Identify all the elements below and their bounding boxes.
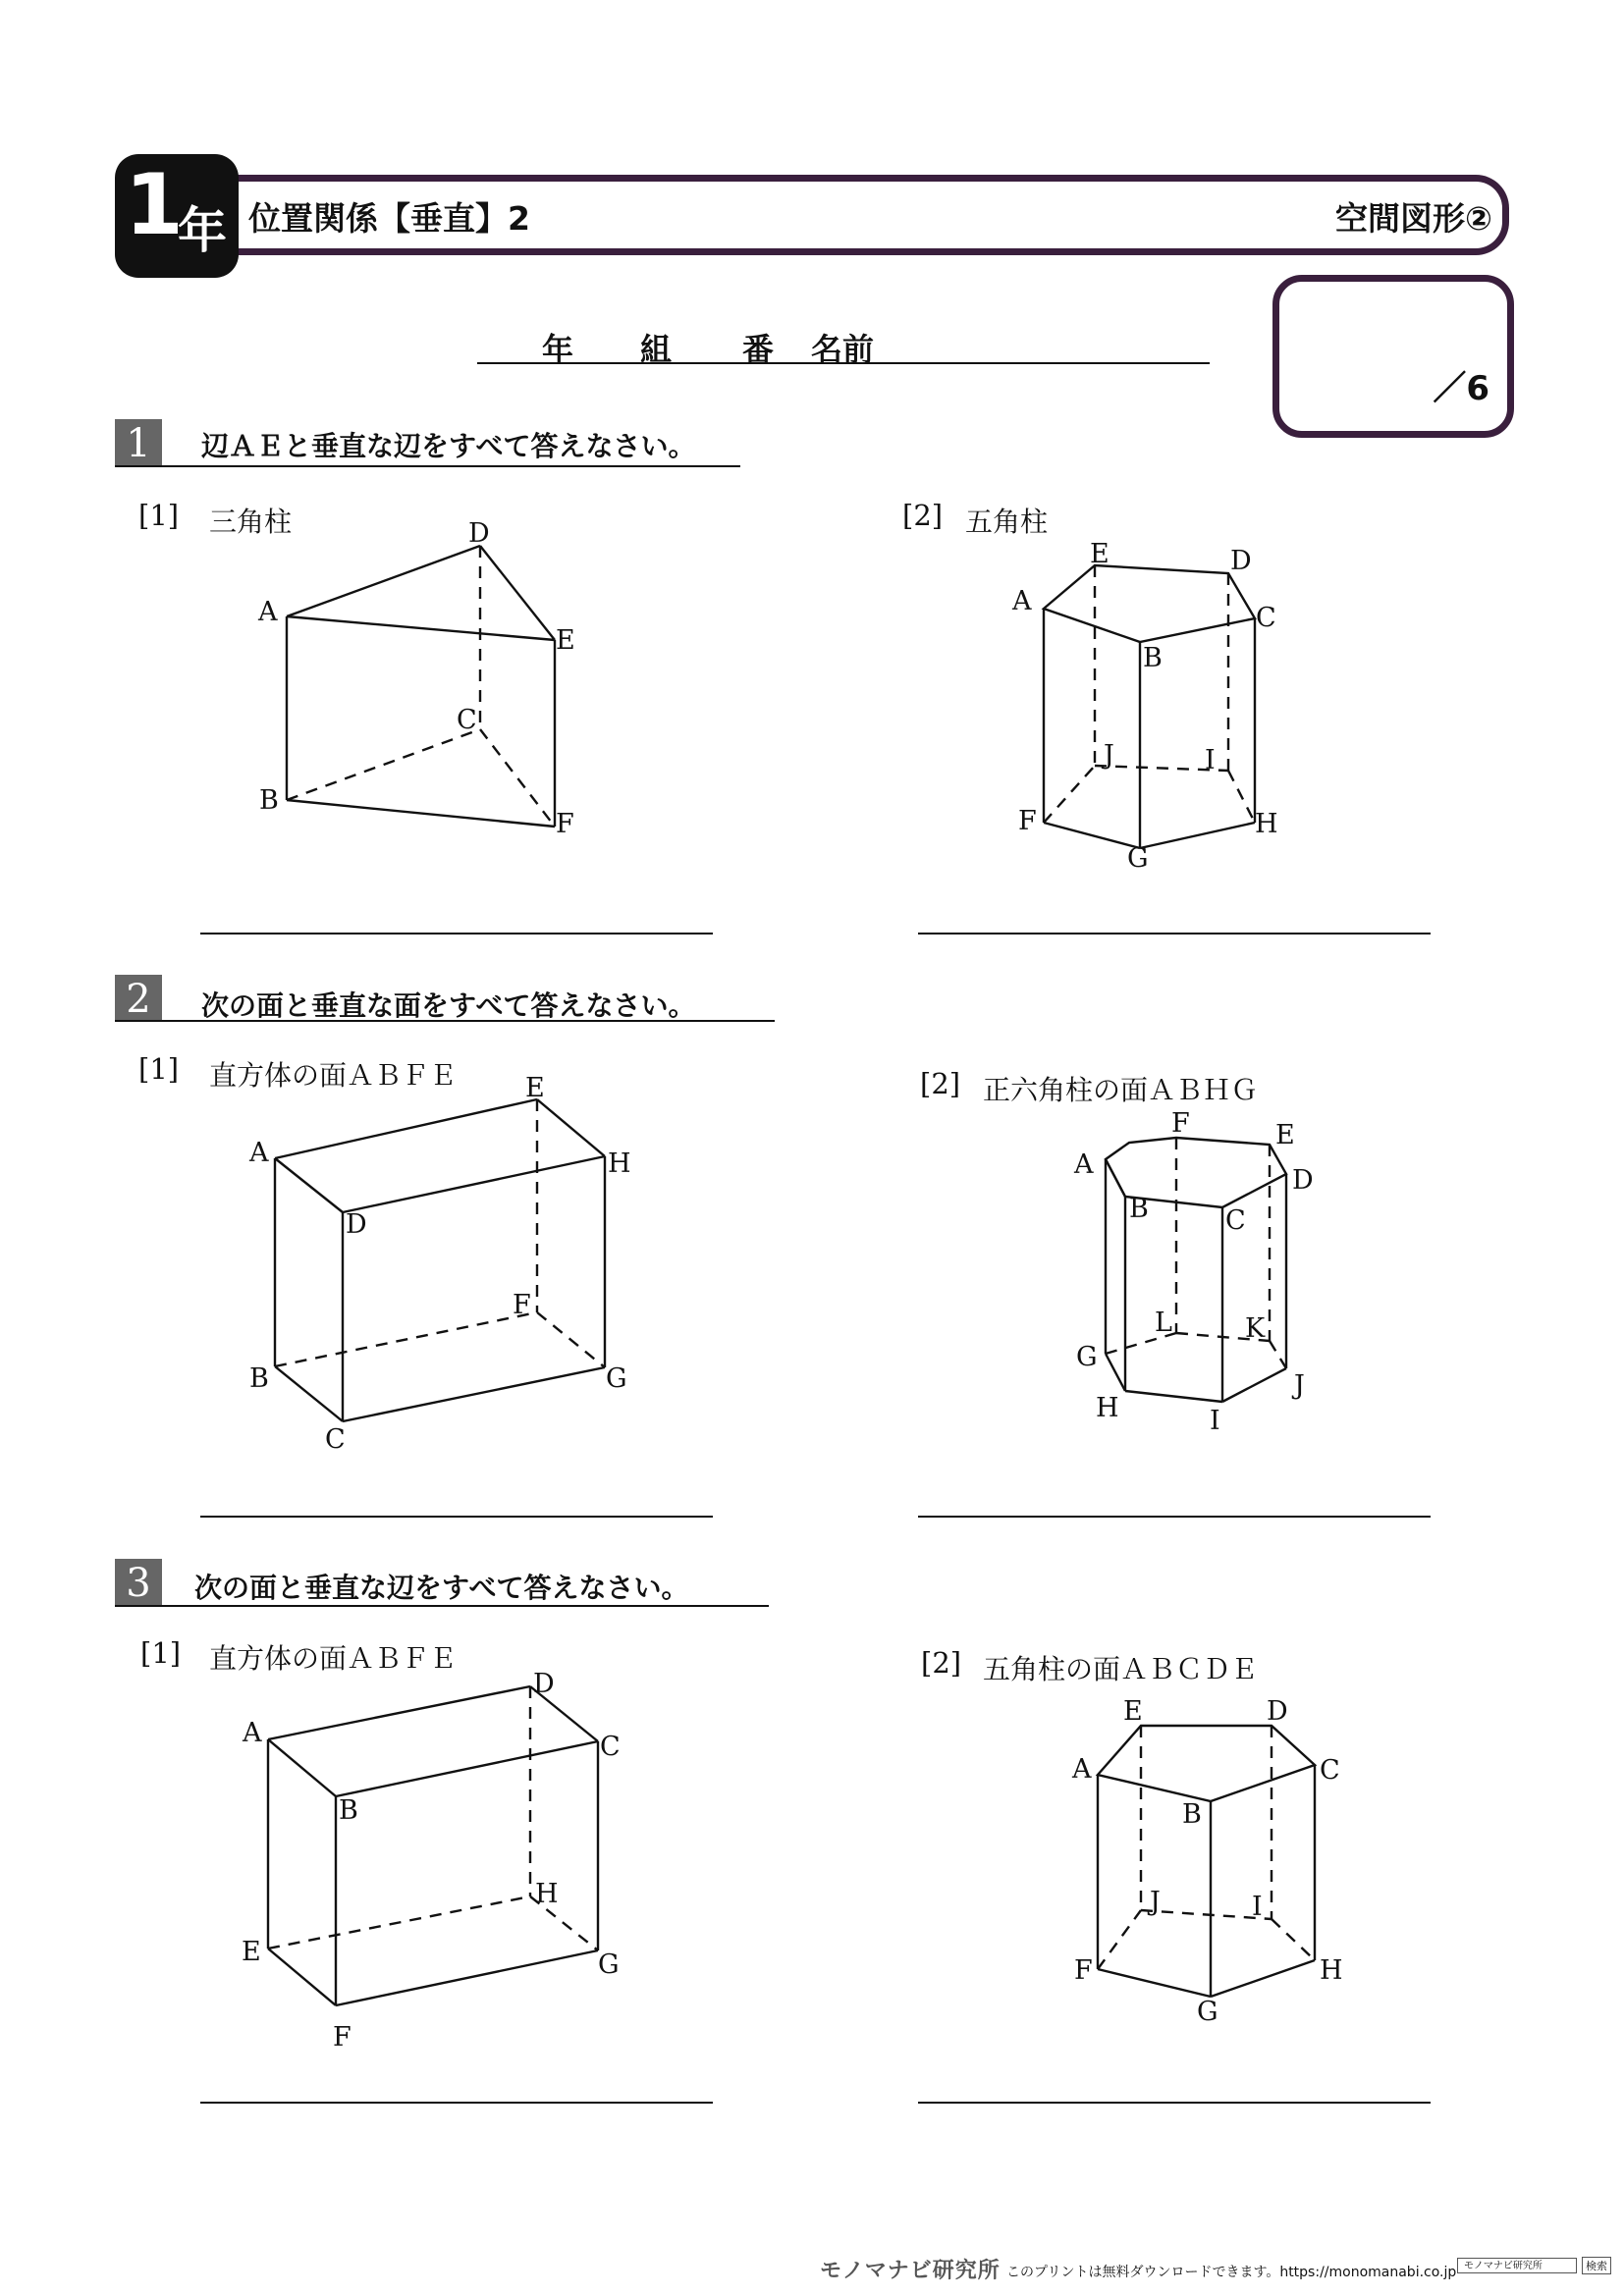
vertex-label: G (1076, 1342, 1098, 1372)
vertex-label: A (258, 597, 278, 627)
vertex-label: E (242, 1937, 261, 1967)
section-title: 辺ＡＥと垂直な辺をすべて答えなさい。 (201, 430, 696, 462)
answer-line (200, 2102, 713, 2104)
number-label: 番 (742, 331, 775, 368)
vertex-label: C (1225, 1205, 1246, 1236)
question-text: 直方体の面ＡＢＦＥ (209, 1642, 458, 1675)
question-label: [1] (138, 1052, 180, 1086)
section-number: 3 (115, 1559, 162, 1606)
grade-suffix: 年 (178, 202, 227, 259)
section-title: 次の面と垂直な面をすべて答えなさい。 (201, 989, 696, 1022)
vertex-label: G (1127, 843, 1149, 874)
vertex-label: H (1320, 1955, 1343, 1986)
vertex-label: D (1292, 1165, 1314, 1196)
vertex-label: G (598, 1949, 620, 1980)
vertex-label: E (525, 1073, 545, 1103)
vertex-label: E (1275, 1120, 1295, 1150)
vertex-label: J (1294, 1370, 1305, 1401)
vertex-label: I (1210, 1406, 1220, 1436)
vertex-label: A (1012, 586, 1032, 616)
section-title: 次の面と垂直な辺をすべて答えなさい。 (194, 1572, 689, 1604)
vertex-label: H (1096, 1393, 1119, 1423)
question-text: 五角柱の面ＡＢＣＤＥ (983, 1653, 1259, 1685)
footer-search-input[interactable]: モノマナビ研究所 (1457, 2258, 1577, 2273)
year-label: 年 (542, 331, 574, 368)
vertex-label: D (468, 518, 490, 549)
section-number: 2 (115, 975, 162, 1022)
vertex-label: D (1230, 546, 1252, 576)
vertex-label: J (1150, 1887, 1161, 1917)
vertex-label: D (1267, 1696, 1288, 1727)
vertex-label: A (1074, 1149, 1094, 1180)
question-label: [1] (140, 1636, 182, 1670)
vertex-label: K (1245, 1313, 1266, 1344)
vertex-label: B (1129, 1194, 1149, 1224)
vertex-label: G (1197, 1997, 1218, 2027)
footer-search-button[interactable]: 検索 (1582, 2257, 1611, 2274)
vertex-label: A (1072, 1754, 1092, 1785)
name-label: 名前 (811, 331, 875, 368)
vertex-label: F (1171, 1108, 1190, 1139)
footer-text: このプリントは無料ダウンロードできます。https://monomanabi.co.jp (1006, 2265, 1457, 2280)
question-text: 三角柱 (209, 506, 293, 538)
question-label: [2] (920, 1067, 961, 1100)
vertex-label: L (1155, 1308, 1172, 1338)
vertex-label: A (243, 1718, 262, 1748)
vertex-label: F (556, 809, 574, 839)
question-label: [1] (138, 499, 180, 532)
vertex-label: H (1255, 809, 1278, 839)
footer-logo: モノマナビ研究所 (820, 2259, 1001, 2283)
vertex-label: I (1252, 1892, 1263, 1922)
answer-line (918, 2102, 1431, 2104)
vertex-label: E (556, 625, 575, 656)
vertex-label: C (457, 705, 477, 735)
class-label: 組 (640, 331, 673, 368)
question-label: [2] (902, 499, 944, 532)
question-text: 直方体の面ＡＢＦＥ (209, 1059, 458, 1092)
vertex-label: E (1123, 1696, 1143, 1727)
vertex-label: D (533, 1669, 555, 1699)
vertex-label: I (1205, 745, 1216, 775)
unit-title: 空間図形② (1335, 199, 1492, 238)
vertex-label: J (1104, 740, 1114, 771)
vertex-label: B (1182, 1799, 1202, 1830)
vertex-label: B (259, 785, 279, 816)
vertex-label: E (1090, 539, 1110, 569)
worksheet-title: 位置関係【垂直】2 (248, 199, 530, 238)
score-total: ／6 (1433, 369, 1489, 408)
vertex-label: G (606, 1363, 627, 1394)
vertex-label: A (249, 1138, 269, 1168)
vertex-label: C (1256, 603, 1276, 633)
vertex-label: B (249, 1363, 269, 1394)
vertex-label: F (1018, 806, 1037, 836)
vertex-label: F (1074, 1955, 1093, 1986)
vertex-label: C (1320, 1755, 1340, 1786)
section-number: 1 (115, 419, 162, 466)
vertex-label: H (535, 1879, 559, 1909)
grade-number: 1 (125, 156, 184, 254)
question-label: [2] (921, 1646, 962, 1680)
vertex-label: F (333, 2022, 352, 2053)
vertex-label: B (1143, 643, 1163, 673)
vertex-label: H (608, 1148, 631, 1179)
question-text: 五角柱 (965, 506, 1049, 538)
vertex-label: C (325, 1424, 346, 1455)
vertex-label: B (339, 1795, 358, 1826)
vertex-label: D (346, 1209, 367, 1240)
vertex-label: C (600, 1732, 621, 1762)
vertex-label: F (513, 1290, 531, 1320)
question-text: 正六角柱の面ＡＢＨＧ (983, 1074, 1259, 1106)
